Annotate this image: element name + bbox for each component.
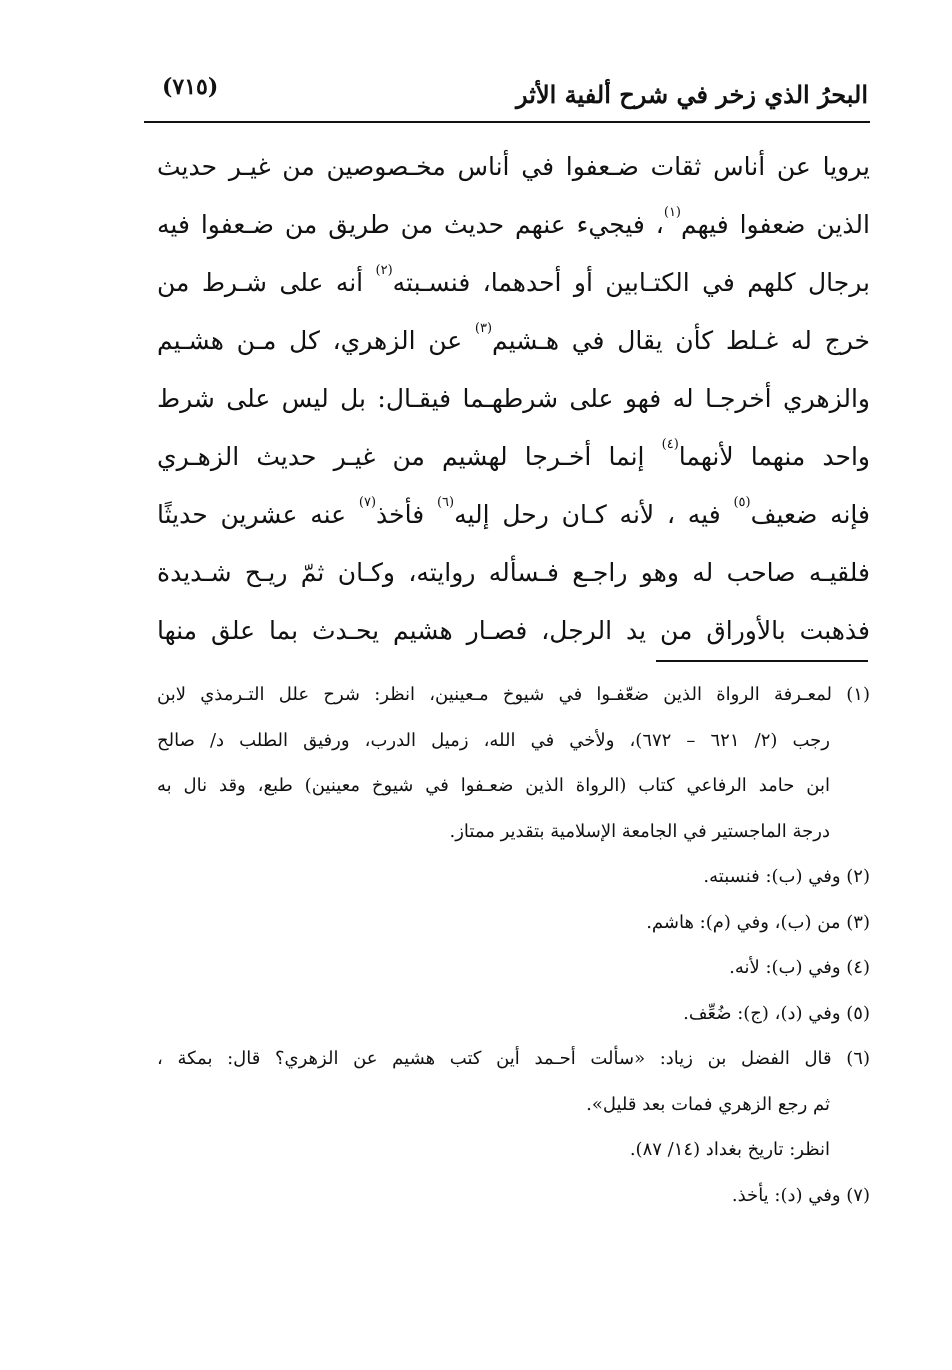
footnote-line: (٧) وفي (د): يأخذ. bbox=[731, 1184, 870, 1206]
footnote-marker: (٥) bbox=[733, 495, 751, 510]
footnote-line: انظر: تاريخ بغداد (١٤/ ٨٧). bbox=[629, 1139, 830, 1160]
footnote-marker: (٦) bbox=[436, 495, 455, 510]
body-text: فإنه ضعيف bbox=[750, 500, 870, 529]
body-text: عنه عشرين حديثًا bbox=[157, 500, 359, 529]
footnote-line: (٣) من (ب)، وفي (م): هاشم. bbox=[646, 911, 870, 933]
footnote-marker: (٣) bbox=[474, 321, 493, 336]
footnote-marker: (٧) bbox=[358, 495, 377, 510]
footnotes-block bbox=[157, 672, 870, 1218]
body-text: والزهري أخرجـا له فهو على شرطهـما فيقـال: بل ليس على شرط bbox=[157, 384, 870, 413]
footnote-line: (٦) قال الفضل بن زياد: «سألت أحـمد أين كتب هشيم عن الزهري؟ قال: بمكة ، bbox=[157, 1048, 870, 1069]
body-text: فأخذ bbox=[376, 500, 437, 529]
body-text: خرج له غـلط كأن يقال في هـشيم bbox=[492, 326, 870, 355]
body-line bbox=[157, 486, 870, 544]
footnote-line: (٢) وفي (ب): فنسبته. bbox=[703, 866, 870, 887]
footnote-line: ابن حامد الرفاعي كتاب (الرواة الذين ضعـفوا في شيوخ معينين) طبع، وقد نال به bbox=[157, 775, 830, 796]
body-line bbox=[157, 254, 870, 312]
body-text: إنما أخـرجا لهشيم من غيـر حديث الزهـري bbox=[157, 442, 662, 471]
footnote-line: (٥) وفي (د)، (ج): ضُعِّف. bbox=[683, 1002, 870, 1024]
footnote-line: ثم رجع الزهري فمات بعد قليل». bbox=[586, 1093, 830, 1115]
footnote-line: رجب (٢/ ٦٢١ – ٦٧٢)، ولأخي في الله، زميل الدرب، ورفيق الطلب د/ صالح bbox=[157, 729, 830, 751]
body-text: عن الزهري، كل مـن هشـيم bbox=[157, 326, 475, 355]
footnote-separator bbox=[656, 660, 868, 662]
body-text: يرويا عن أناس ثقات ضـعفوا في أناس مخـصوصين من غيـر حديث bbox=[157, 152, 870, 181]
footnote-marker: (١) bbox=[663, 205, 681, 220]
body-text: ، فيجيء عنهم حديث من طريق من ضـعفوا فيه bbox=[157, 210, 664, 239]
body-text: واحد منهما لأنهما bbox=[678, 442, 870, 471]
footnote-marker: (٤) bbox=[661, 437, 679, 452]
header-rule bbox=[144, 121, 870, 123]
footnote-line: (١) لمعـرفة الرواة الذين ضعّفـوا في شيوخ مـعينين، انظر: شرح علل التـرمذي لابن bbox=[157, 684, 870, 705]
body-line bbox=[157, 428, 870, 486]
body-line bbox=[157, 138, 870, 196]
main-text-block bbox=[157, 138, 870, 660]
body-text: برجال كلهم في الكتـابين أو أحدهما، فنسـبته bbox=[392, 268, 870, 297]
footnote-marker: (٢) bbox=[375, 263, 393, 278]
body-line bbox=[157, 370, 870, 428]
page-number: (٧١٥) bbox=[162, 74, 219, 100]
footnote-line: درجة الماجستير في الجامعة الإسلامية بتقدير ممتاز. bbox=[449, 820, 830, 842]
body-text: فذهبت بالأوراق من يد الرجل، فصـار هشيم يحـدث بما علق منها bbox=[157, 616, 870, 645]
body-text: الذين ضعفوا فيهم bbox=[681, 210, 870, 239]
body-text: فلقيـه صاحب له وهو راجـع فـسأله روايته، وكـان ثمّ ريـح شـديدة bbox=[157, 558, 870, 587]
body-line bbox=[157, 196, 870, 254]
body-text: أنه على شـرط من bbox=[157, 268, 376, 297]
body-line bbox=[157, 312, 870, 370]
running-title: البحرُ الذي زخر في شرح ألفية الأثر bbox=[516, 80, 868, 109]
body-text: فيه ، لأنه كـان رحل إليه bbox=[454, 500, 734, 529]
footnote-line: (٤) وفي (ب): لأنه. bbox=[729, 957, 870, 978]
body-line bbox=[157, 544, 870, 602]
body-line bbox=[157, 602, 870, 660]
